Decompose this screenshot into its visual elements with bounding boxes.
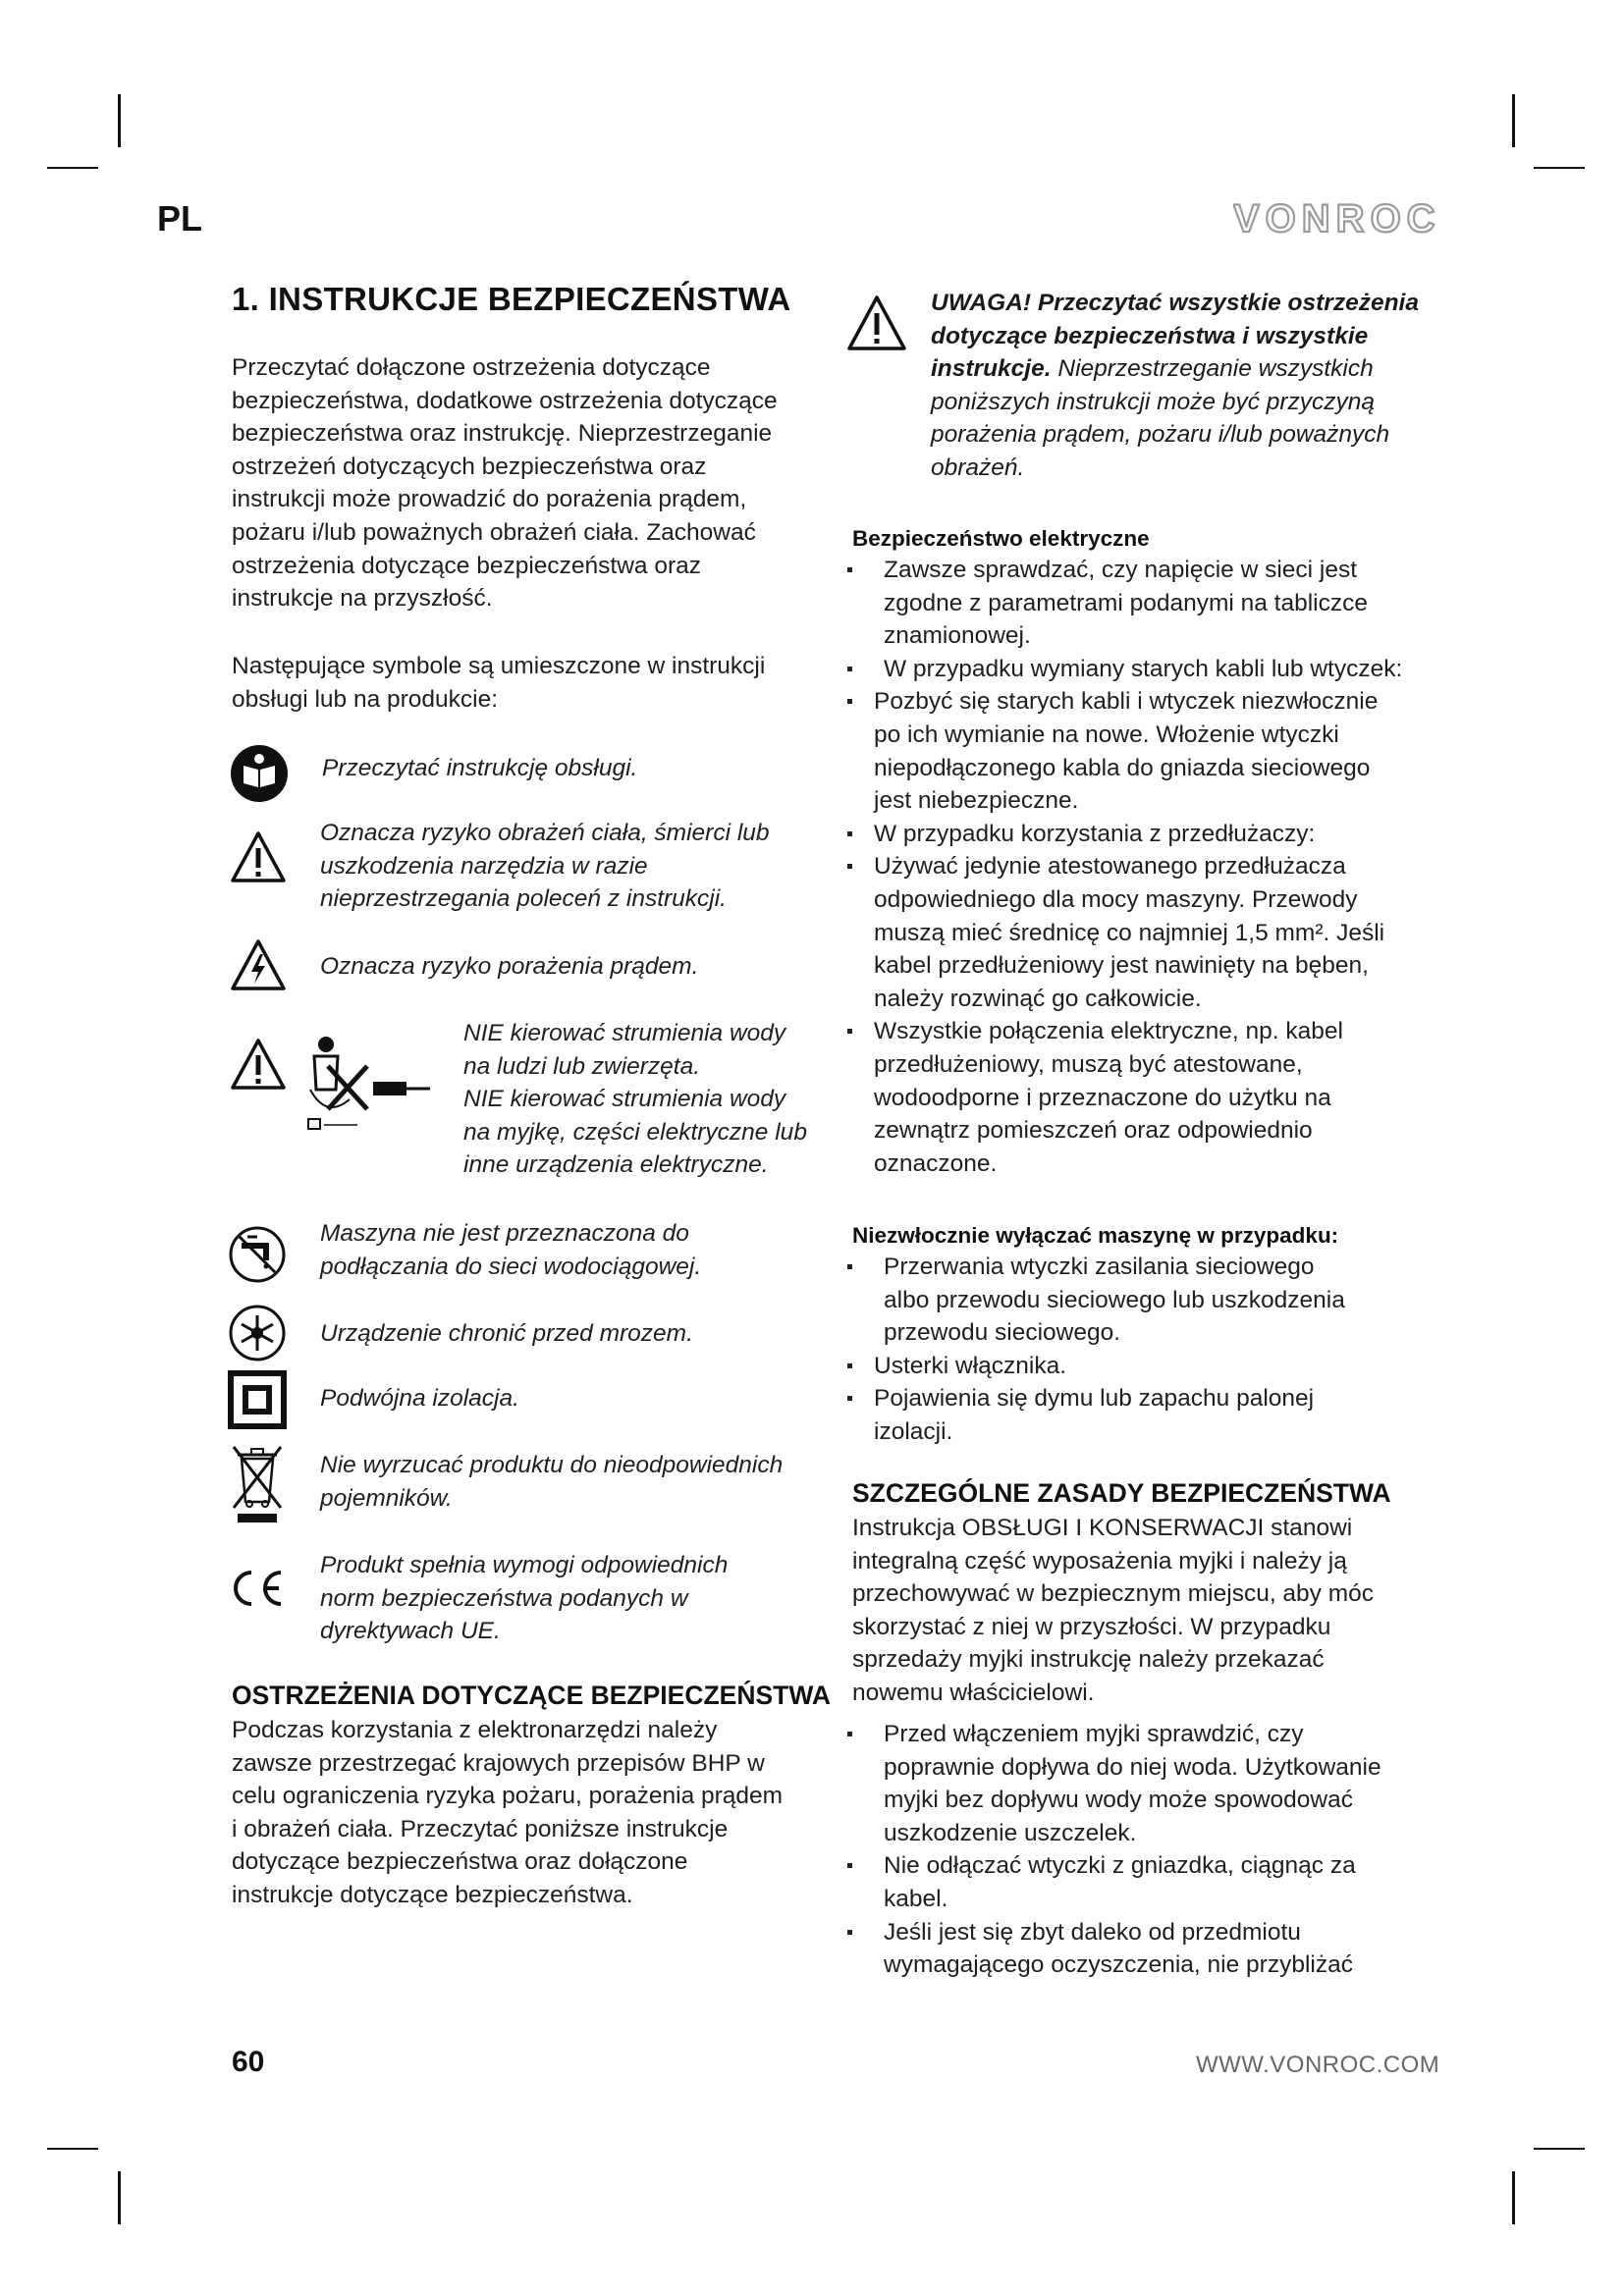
- text-line: integralną część wyposażenia myjki i należy ją: [852, 1547, 1347, 1575]
- safety-warnings-title: OSTRZEŻENIA DOTYCZĄCE BEZPIECZEŃSTWA: [232, 1681, 832, 1710]
- double-insulation-icon: [228, 1370, 287, 1429]
- text-line: Instrukcja OBSŁUGI I KONSERWACJI stanowi: [852, 1515, 1353, 1541]
- list-item-line: Przerwania wtyczki zasilania sieciowego: [884, 1254, 1315, 1280]
- list-item-line: odpowiedniego dla mocy maszyny. Przewody: [874, 885, 1358, 913]
- caution-text: [931, 287, 1441, 485]
- text-line: sprzedaży myjki instrukcję należy przekazać: [852, 1646, 1325, 1674]
- symbol-desc-no-water-mains: [320, 1217, 831, 1283]
- text-line: Następujące symbole są umieszczone w instrukcji: [232, 653, 766, 679]
- text-line: Oznacza ryzyko porażenia prądem.: [320, 953, 699, 980]
- text-line: dotyczące bezpieczeństwa oraz dołączone: [232, 1848, 688, 1876]
- text-line: Oznacza ryzyko obrażeń ciała, śmierci lub: [320, 820, 770, 846]
- list-item-line: Wszystkie połączenia elektryczne, np. kabel: [874, 1018, 1343, 1045]
- list-item-line: myjki bez dopływu wody może spowodować: [884, 1787, 1353, 1814]
- list-item: [844, 818, 1453, 851]
- caution-normal: Nieprzestrzeganie wszystkich: [1051, 355, 1374, 383]
- symbol-desc-weee: [320, 1449, 831, 1515]
- caution-line: [931, 352, 1441, 386]
- electrical-safety-list: [844, 554, 1453, 1180]
- list-item: [844, 685, 1453, 817]
- list-item-line: Usterki włącznika.: [874, 1352, 1067, 1379]
- symbol-desc-ce: [320, 1549, 831, 1648]
- list-item: [844, 1382, 1453, 1448]
- crop-mark: [1512, 2171, 1515, 2224]
- text-line: Urządzenie chronić przed mrozem.: [320, 1320, 693, 1347]
- list-item-line: poprawnie dopływa do niej woda. Użytkowanie: [884, 1753, 1381, 1781]
- list-item: [844, 1718, 1453, 1849]
- caution-line: [931, 287, 1441, 320]
- text-line: instrukcje dotyczące bezpieczeństwa.: [232, 1881, 633, 1908]
- text-line: nowemu właścicielowi.: [852, 1679, 1095, 1706]
- text-line: instrukcje na przyszłość.: [232, 585, 493, 613]
- special-rules-paragraph: [852, 1512, 1441, 1710]
- list-item-line: Pozbyć się starych kabli i wtyczek niezwłocznie: [874, 688, 1379, 716]
- text-line: przechowywać w bezpiecznym miejscu, aby móc: [852, 1580, 1375, 1608]
- text-line: na ludzi lub zwierzęta.: [463, 1052, 701, 1080]
- crop-mark: [47, 2148, 98, 2150]
- list-item-line: Jeśli jest się zbyt daleko od przedmiotu: [884, 1918, 1301, 1946]
- safety-warnings-paragraph: [232, 1714, 821, 1912]
- list-item: [844, 554, 1453, 653]
- section-title: 1. INSTRUKCJE BEZPIECZEŃSTWA: [232, 281, 791, 317]
- list-item: [844, 653, 1453, 686]
- list-item-line: albo przewodu sieciowego lub uszkodzenia: [884, 1286, 1345, 1313]
- text-line: skorzystać z niej w przyszłości. W przypadku: [852, 1613, 1331, 1640]
- list-item-line: Przed włączeniem myjki sprawdzić, czy: [884, 1721, 1304, 1747]
- switch-off-list: [844, 1251, 1453, 1449]
- text-line: bezpieczeństwa oraz instrukcję. Nieprzestrzeganie: [232, 420, 773, 448]
- text-line: pojemników.: [320, 1484, 453, 1512]
- text-line: Przeczytać dołączone ostrzeżenia dotyczące: [232, 354, 711, 381]
- list-item-line: kabel.: [884, 1885, 948, 1912]
- list-item: [844, 1015, 1453, 1180]
- text-line: uszkodzenia narzędzia w razie: [320, 852, 648, 880]
- caution-bold: instrukcje.: [931, 355, 1052, 383]
- symbol-desc-double-insulation: [320, 1382, 831, 1415]
- list-item-line: jest niebezpieczne.: [874, 787, 1079, 815]
- list-item-line: znamionowej.: [884, 622, 1031, 650]
- page-number: 60: [232, 2046, 265, 2078]
- list-item-line: niepodłączonego kabla do gniazda sieciowego: [874, 754, 1371, 781]
- list-item-line: po ich wymianie na nowe. Włożenie wtyczki: [874, 721, 1339, 748]
- text-line: pożaru i/lub poważnych obrażeń ciała. Zachować: [232, 518, 756, 546]
- list-item-line: izolacji.: [874, 1417, 953, 1445]
- text-line: inne urządzenia elektryczne.: [463, 1151, 769, 1179]
- crop-mark: [1534, 167, 1585, 169]
- text-line: Maszyna nie jest przeznaczona do: [320, 1220, 689, 1247]
- list-item-line: Używać jedynie atestowanego przedłużacza: [874, 853, 1346, 881]
- list-item: [844, 1251, 1453, 1350]
- caution-bold: UWAGA! Przeczytać wszystkie ostrzeżenia: [931, 290, 1419, 316]
- text-line: ostrzeżenia dotyczące bezpieczeństwa oraz: [232, 552, 702, 579]
- caution-line: porażenia prądem, pożaru i/lub poważnych: [931, 421, 1390, 449]
- text-line: NIE kierować strumienia wody: [463, 1086, 786, 1113]
- ce-mark-icon: [228, 1569, 287, 1608]
- text-line: nieprzestrzegania poleceń z instrukcji.: [320, 885, 727, 913]
- text-line: Produkt spełnia wymogi odpowiednich: [320, 1552, 729, 1578]
- text-line: Podczas korzystania z elektronarzędzi należy: [232, 1717, 718, 1743]
- read-manual-icon: [230, 744, 289, 803]
- list-item-line: zgodne z parametrami podanymi na tabliczce: [884, 589, 1368, 616]
- brand-logo: [1233, 192, 1443, 241]
- text-line: instrukcji może prowadzić do porażenia prądem,: [232, 486, 747, 513]
- list-item: [844, 1350, 1453, 1383]
- symbol-desc-warning: [320, 817, 831, 916]
- list-item-line: przewodu sieciowego.: [884, 1319, 1121, 1347]
- caution-line: [931, 320, 1441, 353]
- warning-triangle-icon: [230, 830, 287, 883]
- electrical-safety-title: Bezpieczeństwo elektryczne: [852, 526, 1150, 551]
- crop-mark: [47, 167, 98, 169]
- text-line: Podwójna izolacja.: [320, 1385, 519, 1412]
- list-item: [844, 1916, 1453, 1982]
- frost-protect-icon: [228, 1304, 287, 1362]
- no-water-mains-icon: [228, 1225, 287, 1284]
- symbol-desc-read-manual: [322, 752, 833, 785]
- list-item-line: W przypadku korzystania z przedłużaczy:: [874, 820, 1316, 847]
- crop-mark: [118, 2171, 121, 2224]
- no-spray-people-icon: [230, 1031, 436, 1139]
- list-item: [844, 850, 1453, 1015]
- text-line: podłączania do sieci wodociągowej.: [320, 1253, 702, 1280]
- list-item-line: kabel przedłużeniowy jest nawinięty na bęben,: [874, 952, 1369, 980]
- text-line: dyrektywach UE.: [320, 1618, 501, 1645]
- text-line: Nie wyrzucać produktu do nieodpowiednich: [320, 1452, 784, 1478]
- weee-bin-icon: [228, 1443, 287, 1525]
- crop-mark: [1512, 94, 1515, 147]
- text-line: i obrażeń ciała. Przeczytać poniższe instrukcje: [232, 1815, 729, 1842]
- list-item-line: W przypadku wymiany starych kabli lub wtyczek:: [884, 655, 1403, 682]
- symbols-intro: [232, 650, 821, 716]
- electric-shock-icon: [230, 938, 287, 991]
- list-item-line: uszkodzenie uszczelek.: [884, 1819, 1137, 1846]
- text-line: norm bezpieczeństwa podanych w: [320, 1584, 688, 1612]
- list-item-line: wymagającego oczyszczenia, nie przybliżać: [884, 1951, 1353, 1979]
- special-rules-list: [844, 1718, 1453, 1982]
- text-line: obsługi lub na produkcie:: [232, 685, 499, 713]
- caution-bold: dotyczące bezpieczeństwa i wszystkie: [931, 322, 1369, 349]
- list-item-line: Zawsze sprawdzać, czy napięcie w sieci jest: [884, 557, 1358, 583]
- symbol-desc-no-spray: [463, 1017, 837, 1182]
- switch-off-title: Niezwłocznie wyłączać maszynę w przypadku:: [852, 1223, 1339, 1248]
- list-item-line: wodoodporne i przeznaczone do użytku na: [874, 1084, 1331, 1111]
- list-item-line: oznaczone.: [874, 1149, 998, 1177]
- language-code: PL: [157, 198, 203, 239]
- list-item-line: przedłużeniowy, muszą być atestowane,: [874, 1050, 1303, 1078]
- intro-paragraph: [232, 351, 821, 615]
- website-url: WWW.VONROC.COM: [1196, 2052, 1440, 2078]
- caution-warning-icon: [846, 294, 907, 351]
- text-line: zawsze przestrzegać krajowych przepisów BHP w: [232, 1749, 765, 1777]
- special-rules-title: SZCZEGÓLNE ZASADY BEZPIECZEŃSTWA: [852, 1478, 1391, 1508]
- text-line: Przeczytać instrukcję obsługi.: [322, 755, 638, 781]
- list-item: [844, 1849, 1453, 1915]
- list-item-line: Nie odłączać wtyczki z gniazdka, ciągnąc za: [884, 1852, 1356, 1880]
- text-line: bezpieczeństwa, dodatkowe ostrzeżenia dotyczące: [232, 387, 778, 414]
- list-item-line: zewnątrz pomieszczeń oraz odpowiednio: [874, 1117, 1313, 1145]
- list-item-line: należy rozwinąć go całkowicie.: [874, 985, 1202, 1012]
- crop-mark: [1534, 2148, 1585, 2150]
- symbol-desc-electric-shock: [320, 950, 831, 984]
- caution-line: obrażeń.: [931, 454, 1025, 481]
- list-item-line: muszą mieć średnicę co najmniej 1,5 mm². Jeśli: [874, 919, 1385, 946]
- svg-text:VONROC: VONROC: [1233, 197, 1441, 240]
- symbol-desc-frost: [320, 1317, 831, 1351]
- text-line: celu ograniczenia ryzyka pożaru, porażenia prądem: [232, 1783, 784, 1810]
- text-line: NIE kierować strumienia wody: [463, 1020, 786, 1046]
- text-line: na myjkę, części elektryczne lub: [463, 1118, 807, 1146]
- caution-line: poniższych instrukcji może być przyczyną: [931, 388, 1376, 415]
- text-line: ostrzeżeń dotyczących bezpieczeństwa oraz: [232, 453, 707, 480]
- list-item-line: Pojawienia się dymu lub zapachu palonej: [874, 1385, 1315, 1413]
- crop-mark: [118, 94, 121, 147]
